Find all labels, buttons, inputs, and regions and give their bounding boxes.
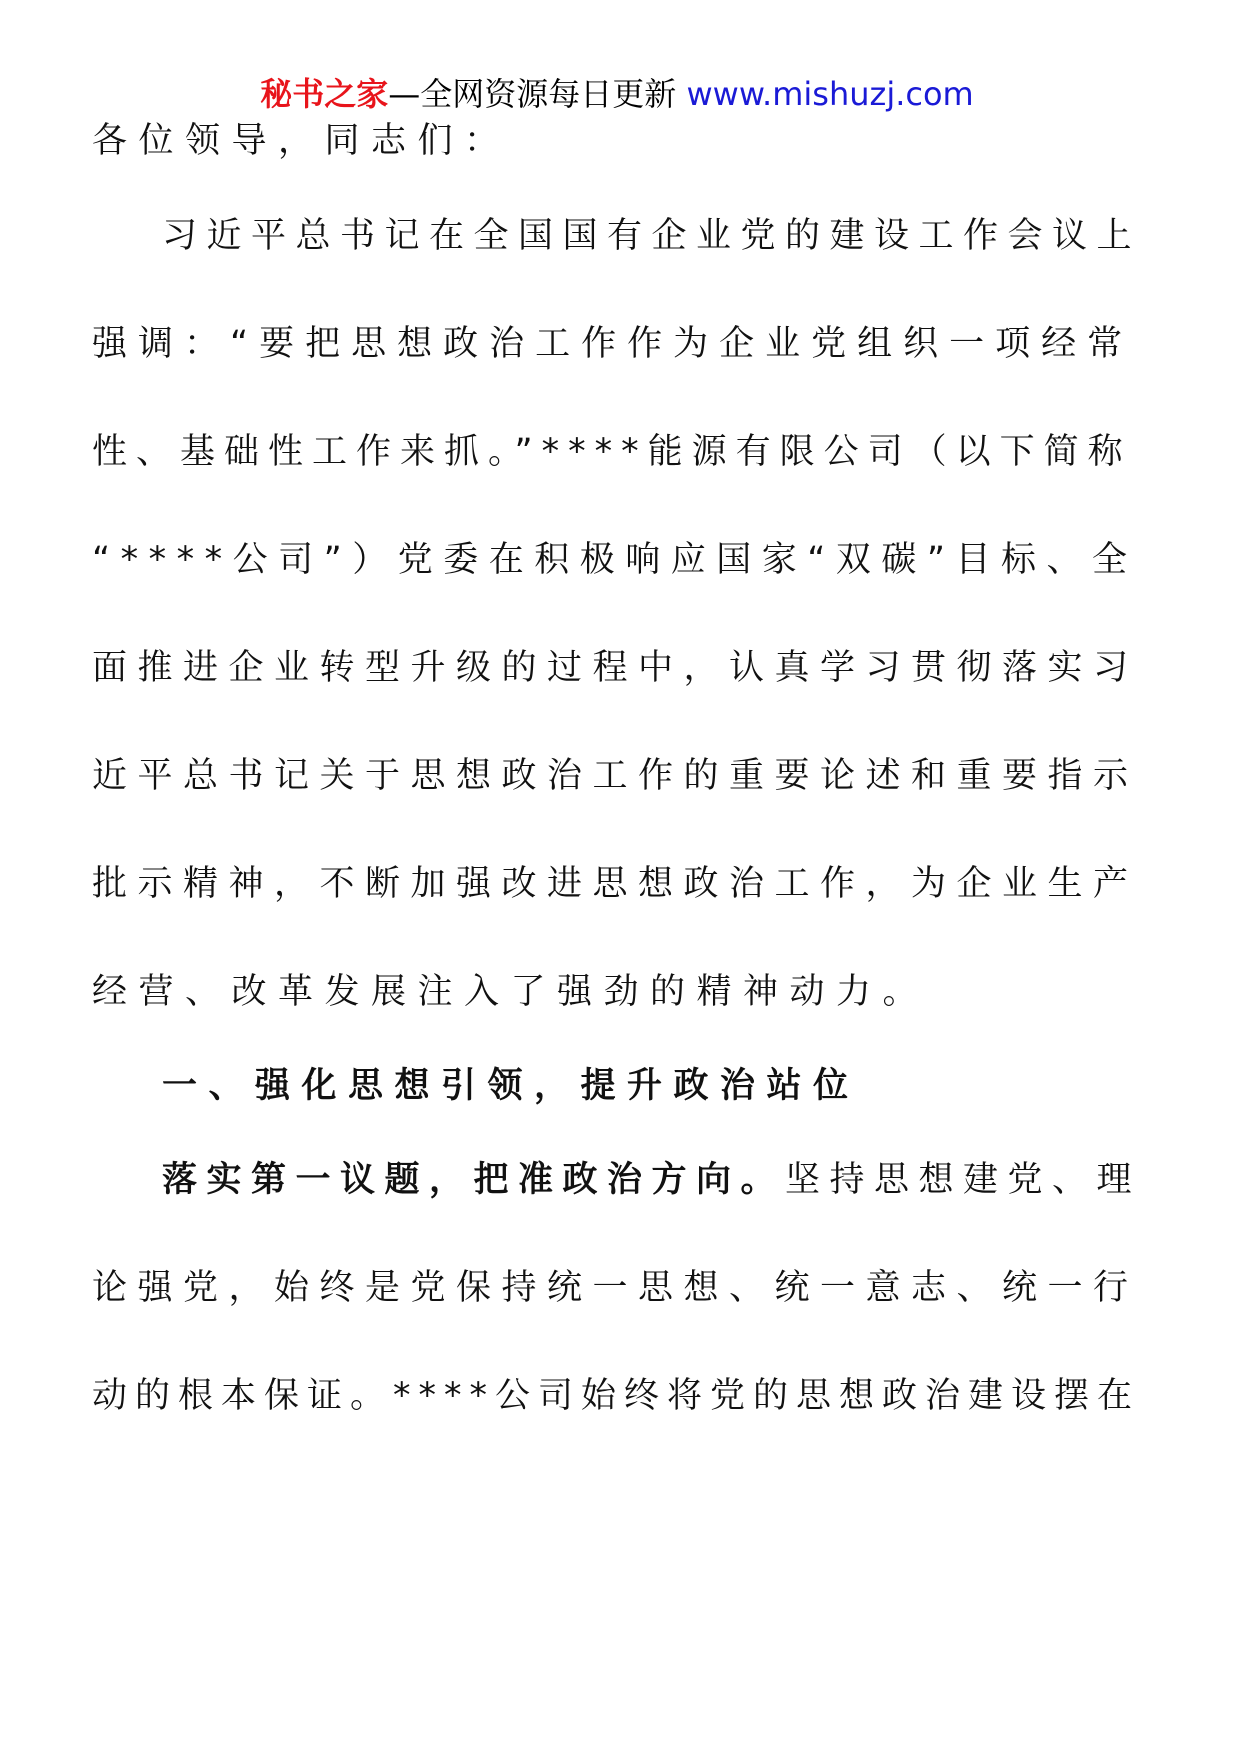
intro-line: 强调：“要把思想政治工作作为企业党组织一项经常: [92, 324, 1134, 364]
site-header: [0, 72, 1234, 116]
body-text: 坚持思想建党、理: [785, 1160, 1142, 1200]
intro-line: 经营、改革发展注入了强劲的精神动力。: [92, 972, 930, 1012]
intro-line: 批示精神，不断加强改进思想政治工作，为企业生产: [92, 864, 1139, 904]
site-url-link[interactable]: www.mishuzj.com: [686, 75, 974, 113]
subsection-paragraph-first-line: [162, 1156, 1141, 1204]
body-line: 动的根本保证。****公司始终将党的思想政治建设摆在: [92, 1376, 1141, 1416]
brand-name: 秘书之家: [260, 75, 389, 113]
intro-line: 性、基础性工作来抓。”****能源有限公司（以下简称: [92, 432, 1132, 472]
body-line: 论强党，始终是党保持统一思想、统一意志、统一行: [92, 1268, 1139, 1308]
intro-line: 习近平总书记在全国国有企业党的建设工作会议上: [162, 216, 1142, 256]
intro-line: 近平总书记关于思想政治工作的重要论述和重要指示: [92, 756, 1139, 796]
section-heading: 一、强化思想引领，提升政治站位: [162, 1066, 860, 1106]
subsection-heading: 落实第一议题，把准政治方向。: [162, 1160, 786, 1200]
intro-line: 面推进企业转型升级的过程中，认真学习贯彻落实习: [92, 648, 1139, 688]
salutation: 各位领导，同志们：: [92, 121, 511, 161]
header-tagline: —全网资源每日更新: [388, 75, 687, 113]
intro-line: “****公司”）党委在积极响应国家“双碳”目标、全: [92, 540, 1138, 580]
